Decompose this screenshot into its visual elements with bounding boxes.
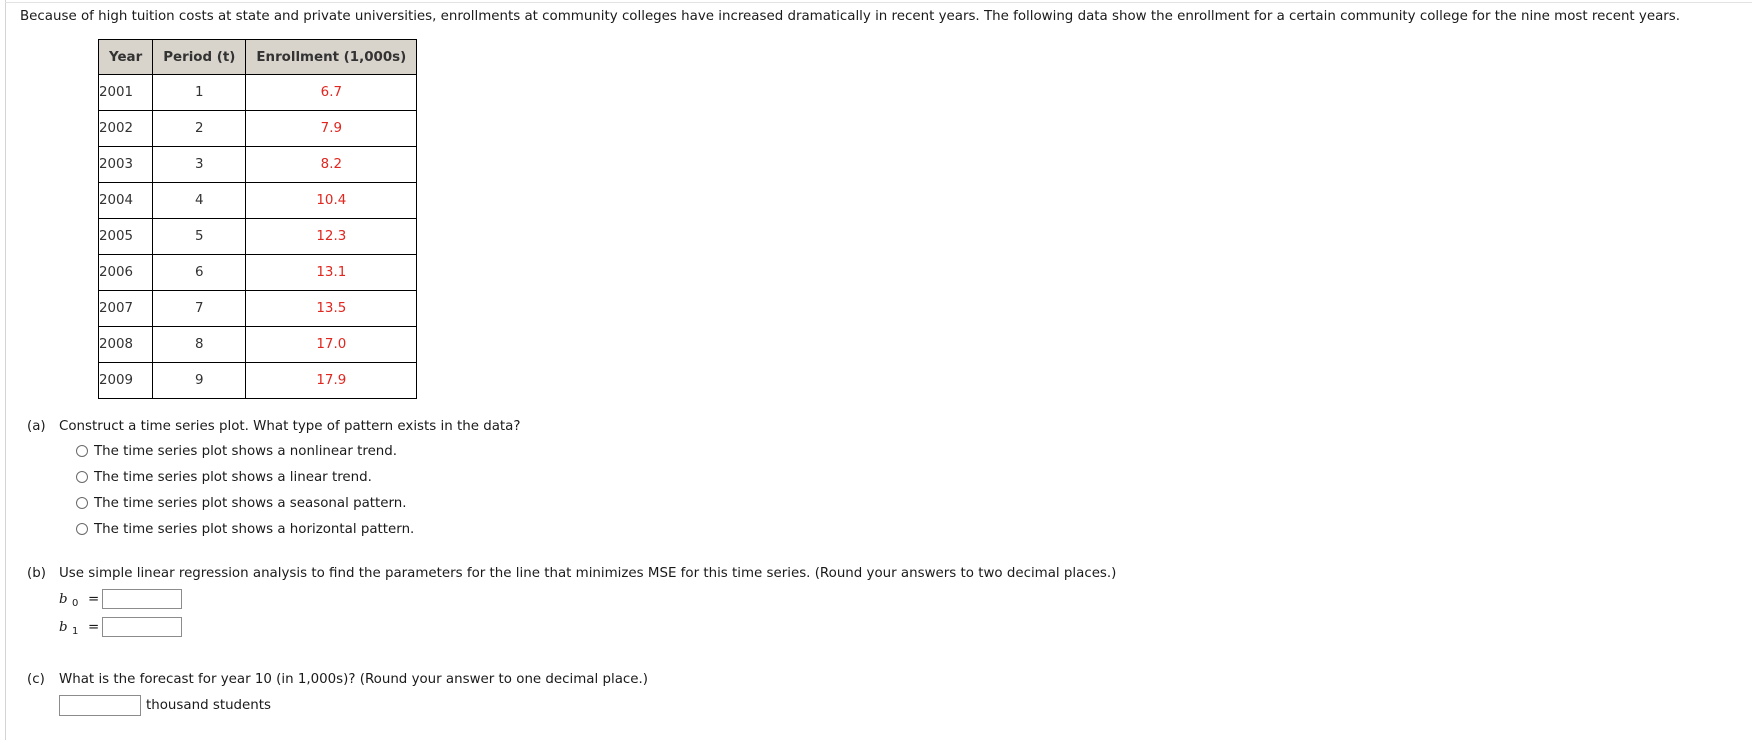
period-cell: 3 <box>153 147 246 183</box>
b1-symbol: b <box>59 619 68 635</box>
part-b-question: Use simple linear regression analysis to find the parameters for the line that minimizes MSE for this time series. (Round your answers to two decimal places.) <box>59 566 1117 581</box>
period-cell: 9 <box>153 363 246 399</box>
b0-answer-row <box>59 589 182 609</box>
forecast-input[interactable] <box>59 695 141 716</box>
part-a-question: Construct a time series plot. What type of pattern exists in the data? <box>59 419 521 434</box>
year-cell: 2001 <box>99 75 153 111</box>
enrollment-cell: 13.5 <box>246 291 417 327</box>
table-header-row <box>99 40 417 75</box>
b1-input[interactable] <box>102 617 182 637</box>
enrollment-cell: 8.2 <box>246 147 417 183</box>
period-cell: 4 <box>153 183 246 219</box>
enrollment-cell: 12.3 <box>246 219 417 255</box>
b0-subscript: 0 <box>72 597 79 609</box>
year-cell: 2004 <box>99 183 153 219</box>
period-cell: 8 <box>153 327 246 363</box>
radio-button[interactable] <box>76 523 88 535</box>
b0-symbol: b <box>59 591 68 607</box>
table-row <box>99 147 417 183</box>
year-cell: 2007 <box>99 291 153 327</box>
page-frame-top-border <box>5 2 1752 3</box>
option-label[interactable]: The time series plot shows a linear trend. <box>94 469 372 485</box>
option-horizontal-pattern[interactable] <box>76 521 414 537</box>
year-cell: 2006 <box>99 255 153 291</box>
b0-input[interactable] <box>102 589 182 609</box>
period-cell: 2 <box>153 111 246 147</box>
column-header-year: Year <box>99 40 153 75</box>
option-label[interactable]: The time series plot shows a seasonal pattern. <box>94 495 407 511</box>
forecast-answer-row <box>59 695 271 716</box>
option-linear-trend[interactable] <box>76 469 372 485</box>
enrollment-cell: 17.0 <box>246 327 417 363</box>
period-cell: 7 <box>153 291 246 327</box>
radio-button[interactable] <box>76 445 88 457</box>
table-row <box>99 255 417 291</box>
b1-answer-row <box>59 617 182 637</box>
table-row <box>99 219 417 255</box>
table-row <box>99 75 417 111</box>
forecast-unit-label: thousand students <box>146 698 272 713</box>
table-row <box>99 291 417 327</box>
period-cell: 6 <box>153 255 246 291</box>
enrollment-cell: 10.4 <box>246 183 417 219</box>
year-cell: 2002 <box>99 111 153 147</box>
radio-button[interactable] <box>76 471 88 483</box>
b0-equals-sign: = <box>88 591 100 607</box>
enrollment-data-table <box>98 39 417 399</box>
column-header-enrollment: Enrollment (1,000s) <box>246 40 417 75</box>
period-cell: 5 <box>153 219 246 255</box>
option-seasonal-pattern[interactable] <box>76 495 407 511</box>
enrollment-cell: 7.9 <box>246 111 417 147</box>
option-nonlinear-trend[interactable] <box>76 443 397 459</box>
table-row <box>99 183 417 219</box>
column-header-period: Period (t) <box>153 40 246 75</box>
table-row <box>99 111 417 147</box>
table-row <box>99 327 417 363</box>
year-cell: 2003 <box>99 147 153 183</box>
radio-button[interactable] <box>76 497 88 509</box>
year-cell: 2005 <box>99 219 153 255</box>
year-cell: 2008 <box>99 327 153 363</box>
part-c-question: What is the forecast for year 10 (in 1,000s)? (Round your answer to one decimal place.) <box>59 672 648 687</box>
part-a-label: (a) <box>27 419 46 434</box>
enrollment-cell: 17.9 <box>246 363 417 399</box>
enrollment-cell: 6.7 <box>246 75 417 111</box>
option-label[interactable]: The time series plot shows a horizontal pattern. <box>94 521 415 537</box>
period-cell: 1 <box>153 75 246 111</box>
part-b-label: (b) <box>27 566 46 581</box>
part-c-label: (c) <box>27 672 45 687</box>
problem-intro-text: Because of high tuition costs at state and private universities, enrollments at community colleges have increased dramatically in recent years. The following data show the enrollment for a certain community college for the nine most recent years. <box>20 9 1681 24</box>
table-row <box>99 363 417 399</box>
b1-subscript: 1 <box>72 625 79 637</box>
year-cell: 2009 <box>99 363 153 399</box>
b1-equals-sign: = <box>88 619 100 635</box>
page-frame-left-border <box>5 0 6 740</box>
option-label[interactable]: The time series plot shows a nonlinear trend. <box>94 443 398 459</box>
enrollment-cell: 13.1 <box>246 255 417 291</box>
